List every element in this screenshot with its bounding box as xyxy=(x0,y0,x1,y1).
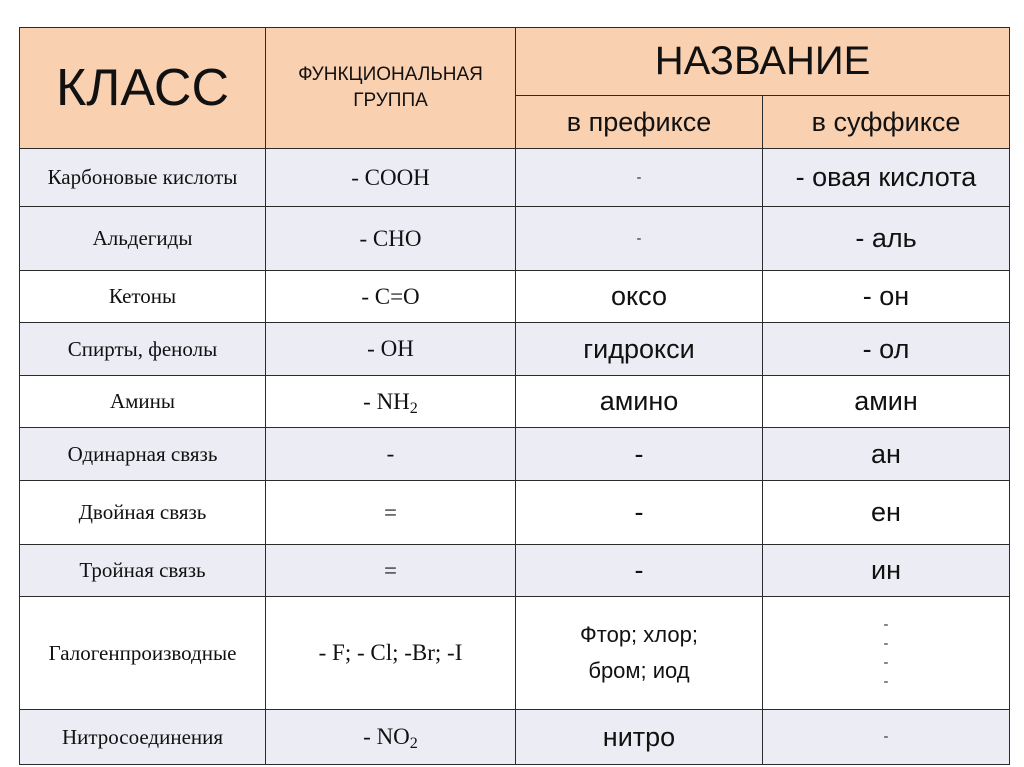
table-row xyxy=(20,207,1010,271)
row-prefix: - xyxy=(516,545,763,597)
row-group: = xyxy=(266,481,516,545)
row-class: Спирты, фенолы xyxy=(20,323,266,376)
row-class: Галогенпроизводные xyxy=(20,597,266,710)
row-suffix: - xyxy=(763,710,1010,765)
row-prefix-line2: бром; иод xyxy=(588,658,690,683)
row-group: - CHO xyxy=(266,207,516,271)
row-prefix: амино xyxy=(516,376,763,428)
table-row xyxy=(20,481,1010,545)
header-functional-group xyxy=(266,28,516,149)
row-class: Альдегиды xyxy=(20,207,266,271)
table-row xyxy=(20,376,1010,428)
row-prefix: - xyxy=(516,207,763,271)
row-prefix: - xyxy=(516,149,763,207)
header-functional-group-line2: ГРУППА xyxy=(353,90,428,111)
row-group: - COOH xyxy=(266,149,516,207)
row-suffix: - он xyxy=(763,271,1010,323)
row-prefix: - xyxy=(516,481,763,545)
header-functional-group-line1: ФУНКЦИОНАЛЬНАЯ xyxy=(298,64,483,85)
row-prefix-line1: Фтор; хлор; xyxy=(580,622,698,647)
table-row xyxy=(20,545,1010,597)
table-row xyxy=(20,710,1010,765)
row-group-text: - NO xyxy=(363,724,410,749)
row-group-subscript: 2 xyxy=(409,399,418,417)
row-group: - xyxy=(266,428,516,481)
row-prefix: оксо xyxy=(516,271,763,323)
row-class: Тройная связь xyxy=(20,545,266,597)
row-suffix-line: - xyxy=(883,674,889,689)
row-class: Одинарная связь xyxy=(20,428,266,481)
header-suffix: в суффиксе xyxy=(763,96,1010,149)
table-row xyxy=(20,597,1010,710)
row-suffix-line: - xyxy=(883,655,889,670)
row-group: = xyxy=(266,545,516,597)
row-group xyxy=(266,376,516,428)
row-suffix-line: - xyxy=(883,636,889,651)
row-suffix: - овая кислота xyxy=(763,149,1010,207)
header-name: НАЗВАНИЕ xyxy=(516,28,1010,96)
header-class: КЛАСС xyxy=(20,28,266,149)
table-row xyxy=(20,323,1010,376)
header-prefix: в префиксе xyxy=(516,96,763,149)
row-group: - OH xyxy=(266,323,516,376)
row-prefix: - xyxy=(516,428,763,481)
row-class: Карбоновые кислоты xyxy=(20,149,266,207)
table-row xyxy=(20,149,1010,207)
row-prefix xyxy=(516,597,763,710)
row-class: Двойная связь xyxy=(20,481,266,545)
table-row xyxy=(20,271,1010,323)
table-row xyxy=(20,428,1010,481)
row-group-subscript: 2 xyxy=(409,735,418,753)
row-group: - F; - Cl; -Br; -I xyxy=(266,597,516,710)
functional-groups-table xyxy=(19,27,1010,765)
row-class: Кетоны xyxy=(20,271,266,323)
row-suffix: - аль xyxy=(763,207,1010,271)
row-suffix-line: - xyxy=(883,617,889,632)
row-suffix: ан xyxy=(763,428,1010,481)
row-class: Амины xyxy=(20,376,266,428)
row-group-text: - NH xyxy=(363,388,410,414)
row-prefix: нитро xyxy=(516,710,763,765)
row-group xyxy=(266,710,516,765)
row-suffix: - ол xyxy=(763,323,1010,376)
row-class: Нитросоединения xyxy=(20,710,266,765)
row-group: - C=O xyxy=(266,271,516,323)
row-suffix: амин xyxy=(763,376,1010,428)
row-suffix: ин xyxy=(763,545,1010,597)
row-suffix xyxy=(763,597,1010,710)
row-suffix: ен xyxy=(763,481,1010,545)
row-prefix: гидрокси xyxy=(516,323,763,376)
